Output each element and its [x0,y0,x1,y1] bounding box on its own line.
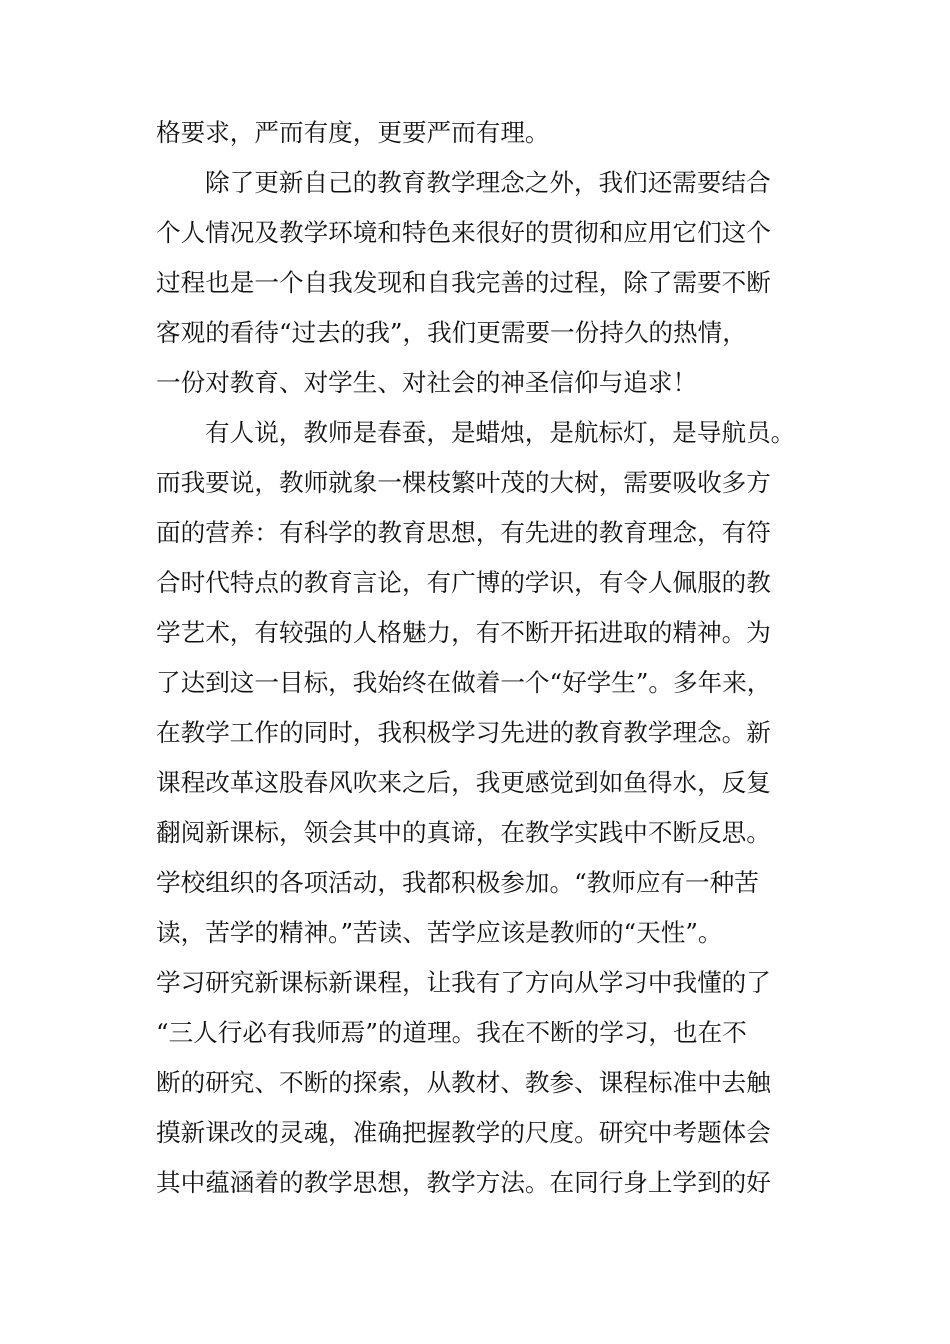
paragraph-first-line: 有人说，教师是春蚕，是蜡烛，是航标灯，是导航员。 [205,418,796,447]
text-line: 格要求，严而有度，更要严而有理。 [156,118,550,147]
paragraph-first-line: 除了更新自己的教育教学理念之外，我们还需要结合 [205,168,771,197]
text-line: 合时代特点的教育言论，有广博的学识，有令人佩服的教 [156,568,771,597]
text-line: 客观的看待“过去的我”，我们更需要一份持久的热情， [156,318,747,347]
text-line: 个人情况及教学环境和特色来很好的贯彻和应用它们这个 [156,218,771,247]
text-line: “三人行必有我师焉”的道理。我在不断的学习，也在不 [156,1018,747,1047]
text-line: 学校组织的各项活动，我都积极参加。“教师应有一种苦 [156,868,759,897]
text-line: 读，苦学的精神。”苦读、苦学应该是教师的“天性”。 [156,918,723,947]
text-line: 摸新课改的灵魂，准确把握教学的尺度。研究中考题体会 [156,1118,771,1147]
text-line: 课程改革这股春风吹来之后，我更感觉到如鱼得水，反复 [156,768,771,797]
text-line: 一份对教育、对学生、对社会的神圣信仰与追求！ [156,368,698,397]
text-line: 在教学工作的同时，我积极学习先进的教育教学理念。新 [156,718,771,747]
text-line: 断的研究、不断的探索，从教材、教参、课程标准中去触 [156,1068,771,1097]
text-line: 了达到这一目标，我始终在做着一个“好学生”。多年来， [156,668,772,697]
text-line: 过程也是一个自我发现和自我完善的过程，除了需要不断 [156,268,771,297]
text-line: 学习研究新课标新课程，让我有了方向从学习中我懂的了 [156,968,771,997]
text-line: 面的营养：有科学的教育思想，有先进的教育理念，有符 [156,518,771,547]
text-line: 其中蕴涵着的教学思想，教学方法。在同行身上学到的好 [156,1168,771,1197]
text-line: 学艺术，有较强的人格魅力，有不断开拓进取的精神。为 [156,618,771,647]
text-line: 翻阅新课标，领会其中的真谛，在教学实践中不断反思。 [156,818,771,847]
body-text [156,108,800,1208]
text-line: 而我要说，教师就象一棵枝繁叶茂的大树，需要吸收多方 [156,468,771,497]
